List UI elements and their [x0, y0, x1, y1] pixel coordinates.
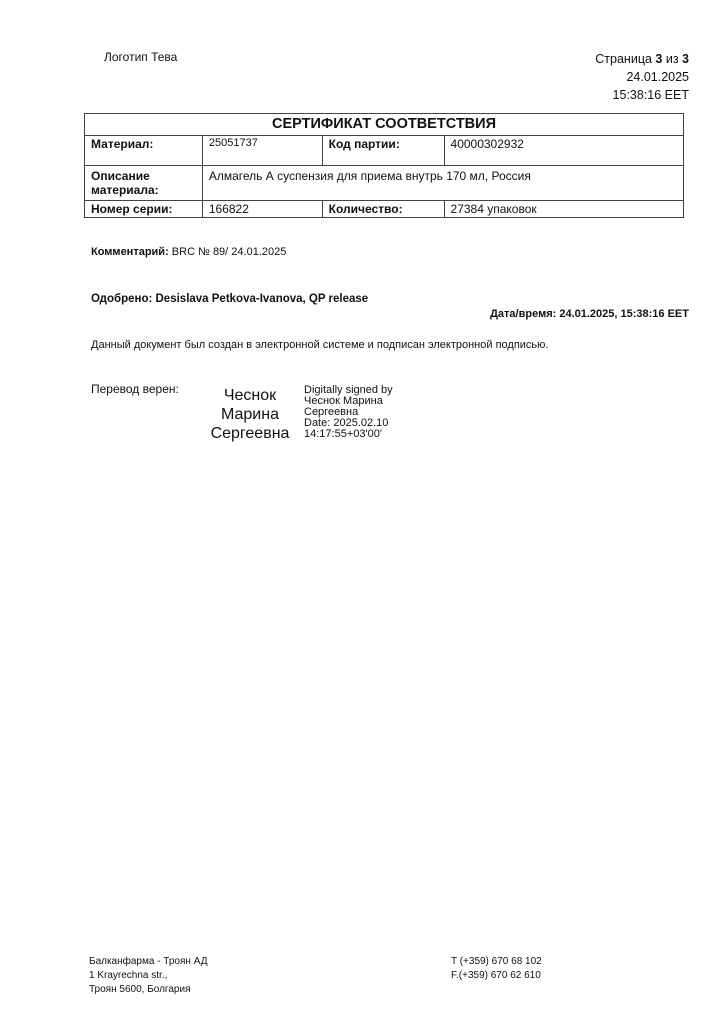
approved-by: Одобрено: Desislava Petkova-Ivanova, QP release — [91, 293, 369, 305]
page-prefix: Страница — [595, 52, 656, 66]
footer-company: Балканфарма - Троян АД — [89, 956, 208, 967]
footer-street: 1 Krayrechna str., — [89, 970, 168, 981]
sig-info-line: Сергеевна — [304, 406, 359, 418]
footer-fax: F.(+359) 670 62 610 — [451, 970, 541, 981]
footer-phone: T (+359) 670 68 102 — [451, 956, 542, 967]
certificate-table — [84, 113, 684, 218]
batch-value: 40000302932 — [444, 136, 683, 166]
quantity-label: Количество: — [322, 201, 444, 218]
comment-line — [91, 246, 286, 258]
certificate-title: СЕРТИФИКАТ СООТВЕТСТВИЯ — [85, 114, 684, 136]
electronic-signature-notice: Данный документ был создан в электронной системе и подписан электронной подписью. — [91, 339, 549, 351]
page-total: 3 — [682, 52, 689, 66]
page-separator: из — [662, 52, 683, 66]
material-row — [85, 136, 684, 166]
description-label — [85, 166, 203, 201]
translation-verified-label: Перевод верен: — [91, 382, 179, 396]
digital-signature-info — [304, 385, 393, 440]
logo-placeholder: Логотип Тева — [104, 50, 178, 64]
header-time: 15:38:16 EET — [612, 88, 689, 102]
footer-contacts — [451, 955, 542, 983]
footer-city: Троян 5600, Болгария — [89, 984, 191, 995]
page-number — [595, 50, 689, 68]
signer-patronymic: Сергеевна — [210, 425, 290, 442]
footer-address — [89, 955, 207, 997]
quantity-value: 27384 упаковок — [444, 201, 683, 218]
sig-info-line: Чеснок Марина — [304, 395, 383, 407]
certificate-title-row — [85, 114, 684, 136]
page-current: 3 — [655, 52, 663, 66]
header-date: 24.01.2025 — [626, 70, 689, 84]
material-label: Материал: — [85, 136, 203, 166]
signer-first-name: Марина — [221, 406, 279, 423]
description-label-line1: Описание — [91, 169, 150, 183]
signer-surname: Чеснок — [223, 387, 277, 404]
page-header-info — [595, 50, 689, 104]
series-row — [85, 201, 684, 218]
description-row — [85, 166, 684, 201]
comment-value: BRC № 89/ 24.01.2025 — [168, 246, 287, 258]
sig-info-time: 14:17:55+03'00' — [304, 428, 382, 440]
signer-name-block — [204, 386, 296, 443]
material-value: 25051737 — [202, 136, 322, 166]
batch-label: Код партии: — [322, 136, 444, 166]
description-value: Алмагель А суспензия для приема внутрь 170 мл, Россия — [202, 166, 683, 201]
series-label: Номер серии: — [85, 201, 203, 218]
sig-info-date: Date: 2025.02.10 — [304, 417, 389, 429]
sig-info-line: Digitally signed by — [304, 384, 393, 396]
description-label-line2: материала: — [91, 183, 159, 197]
comment-label: Комментарий: — [91, 246, 169, 258]
series-value: 166822 — [202, 201, 322, 218]
approval-datetime: Дата/время: 24.01.2025, 15:38:16 EET — [490, 308, 689, 320]
